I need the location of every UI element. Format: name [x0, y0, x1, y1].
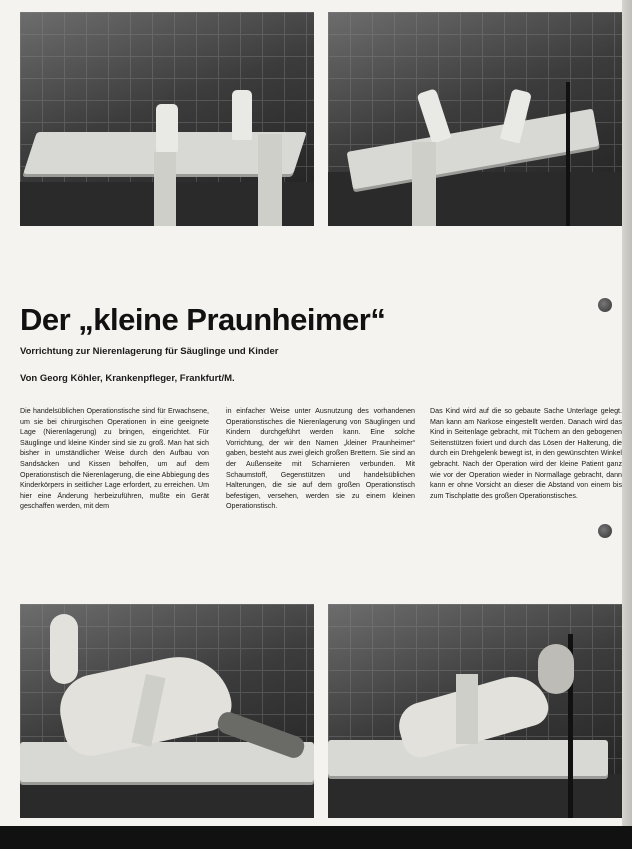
photo-child-lateral-position — [328, 604, 622, 818]
binder-hole — [598, 524, 612, 538]
article-title: Der „kleine Praunheimer“ — [20, 302, 386, 337]
photo-empty-table-side — [328, 12, 622, 226]
photo-empty-table-front — [20, 12, 314, 226]
page-bottom-edge — [0, 826, 632, 849]
binder-hole — [598, 298, 612, 312]
article-column-1: Die handelsüblichen Operationstische sind für Erwachsene, um sie bei chirurgischen Operationen in eine geeignete Lage (Nierenlagerung) zu bringen, eingerichtet. Für Säuglinge und kleine Kinder sind sie zu groß. Man hat sich bisher in umständlicher Weise durch den Aufbau von Sandsäcken und Kissen beholfen, um auf dem Operationstisch die Nierenlagerung, die eine Abbiegung des Kinderkörpers in seitlicher Lage erfordert, zu erreichen. Um hier eine Änderung herbeizuführen, mußte ein Gerät geschaffen werden, mit dem — [20, 407, 209, 511]
article-byline: Von Georg Köhler, Krankenpfleger, Frankfurt/M. — [20, 373, 235, 384]
article-column-3: Das Kind wird auf die so gebaute Sache Unterlage gelegt. Man kann am Narkose eingestellt werden. Danach wird das Kind in Seitenlage gebracht, mit Tüchern an den gebogenen Seitenstützen fixiert und durch das Lösen der Halterung, die durch ein Drehgelenk bewegt ist, in den gewünschten Winkel gebracht. Nach der Operation wird der kleine Patient ganz wie vor der Operation wieder in Normallage gebracht, dann kann er ohne Vorsicht an dieser die Abstand von einem bis zum Tischplatte des großen Operationstisches. — [430, 407, 622, 500]
article-column-2: in einfacher Weise unter Ausnutzung des vorhandenen Operationstisches die Nierenlagerung von Säuglingen und Kindern durchgeführt werden kann. Eine solche Vorrichtung, der wir den Namen „kleiner Praunheimer“ gaben, besteht aus zwei gleich großen Brettern. Sie sind an der Außenseite mit Scharnieren verbunden. Mit Schaumstoff, Gegenstützen und handelsüblichen Halterungen, die sie auf dem großen Operationstisch befestigen, versehen, werden sie zu einem kleinen Operationstisch. — [226, 407, 415, 511]
page-edge — [622, 0, 632, 849]
article-subtitle: Vorrichtung zur Nierenlagerung für Säuglinge und Kinder — [20, 346, 279, 357]
photo-child-bent-position — [20, 604, 314, 818]
